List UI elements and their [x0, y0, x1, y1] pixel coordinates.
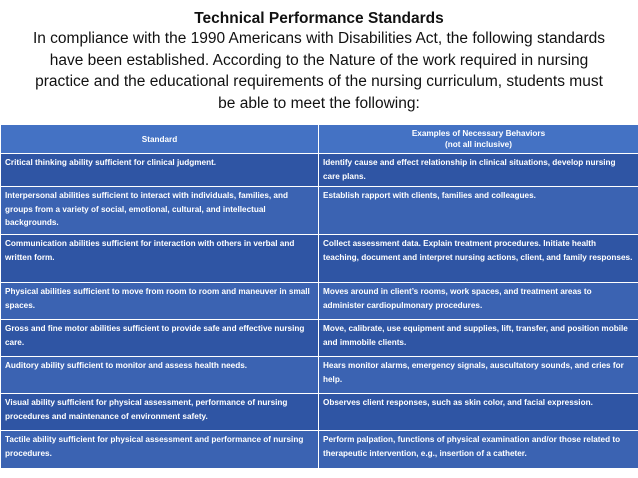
page-title: Technical Performance Standards — [194, 10, 444, 27]
table-row — [1, 431, 638, 469]
standard-cell: Physical abilities sufficient to move from room to room and maneuver in small spaces. — [1, 283, 319, 320]
table-row — [1, 283, 638, 320]
column-header-standard — [1, 125, 319, 154]
table-row — [1, 320, 638, 357]
column-header-examples — [319, 125, 638, 154]
standard-cell: Communication abilities sufficient for interaction with others in verbal and written form. — [1, 235, 319, 283]
standard-cell: Interpersonal abilities sufficient to interact with individuals, families, and groups from a variety of social, emotional, cultural, and intellectual backgrounds. — [1, 187, 319, 235]
example-cell: Move, calibrate, use equipment and supplies, lift, transfer, and position mobile and immobile clients. — [319, 320, 638, 357]
example-cell: Collect assessment data. Explain treatment procedures. Initiate health teaching, document and interpret nursing actions, client, and family responses. — [319, 235, 638, 283]
standard-cell: Visual ability sufficient for physical assessment, performance of nursing procedures and maintenance of environment safety. — [1, 394, 319, 431]
example-cell: Observes client responses, such as skin color, and facial expression. — [319, 394, 638, 431]
table-row — [1, 235, 638, 283]
column-header-examples-note: (not all inclusive) — [445, 140, 512, 149]
table-row — [1, 394, 638, 431]
example-cell: Establish rapport with clients, families and colleagues. — [319, 187, 638, 235]
standard-cell: Tactile ability sufficient for physical assessment and performance of nursing procedures. — [1, 431, 319, 469]
heading — [0, 0, 638, 114]
example-cell: Hears monitor alarms, emergency signals, auscultatory sounds, and cries for help. — [319, 357, 638, 394]
standards-table — [0, 124, 638, 469]
standard-cell: Auditory ability sufficient to monitor and assess health needs. — [1, 357, 319, 394]
table-row — [1, 154, 638, 187]
table-row — [1, 357, 638, 394]
example-cell: Perform palpation, functions of physical examination and/or those related to therapeutic intervention, e.g., insertion of a catheter. — [319, 431, 638, 469]
example-cell: Identify cause and effect relationship in clinical situations, develop nursing care plans. — [319, 154, 638, 187]
table-row — [1, 187, 638, 235]
table-header-row — [1, 125, 638, 154]
intro-text: In compliance with the 1990 Americans with Disabilities Act, the following standards have been established. According to the Nature of the work required in nursing practice and the educational requirements of the nursing curriculum, students must be able to meet the following: — [32, 30, 606, 112]
column-header-examples-label: Examples of Necessary Behaviors — [411, 129, 546, 138]
example-cell: Moves around in client’s rooms, work spaces, and treatment areas to administer cardiopulmonary procedures. — [319, 283, 638, 320]
standard-cell: Gross and fine motor abilities sufficient to provide safe and effective nursing care. — [1, 320, 319, 357]
standard-cell: Critical thinking ability sufficient for clinical judgment. — [1, 154, 319, 187]
column-header-standard-label: Standard — [141, 134, 178, 144]
